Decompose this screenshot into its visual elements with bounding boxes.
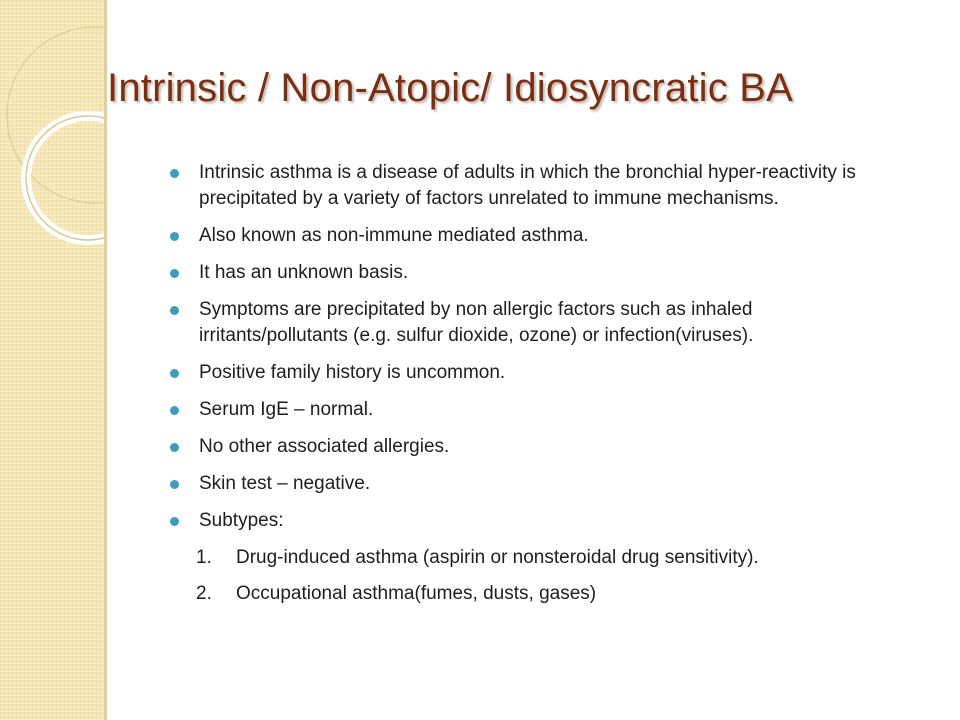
bullet-item bbox=[160, 223, 900, 249]
bullet-item bbox=[160, 297, 900, 349]
bullet-text: Serum IgE – normal. bbox=[199, 399, 374, 420]
slide-title: Intrinsic / Non-Atopic/ Idiosyncratic BA bbox=[107, 66, 794, 110]
subtype-item bbox=[160, 581, 900, 607]
subtype-item bbox=[160, 545, 900, 571]
bullet-text: No other associated allergies. bbox=[199, 436, 450, 457]
bullet-dot-icon bbox=[170, 306, 179, 315]
subtype-text: Occupational asthma(fumes, dusts, gases) bbox=[236, 583, 597, 604]
bullet-item bbox=[160, 397, 900, 423]
slide-content bbox=[160, 160, 900, 617]
decorative-side-band bbox=[0, 0, 106, 720]
bullet-text: Skin test – negative. bbox=[199, 473, 371, 494]
bullet-item bbox=[160, 471, 900, 497]
bullet-text: Symptoms are precipitated by non allergic factors such as inhaled irritants/pollutants (e.g. sulfur dioxide, ozone) or infection(viruses). bbox=[199, 299, 754, 346]
subtype-list bbox=[160, 545, 900, 607]
bullet-item bbox=[160, 260, 900, 286]
decorative-circles bbox=[0, 0, 106, 300]
subtype-text: Drug-induced asthma (aspirin or nonsteroidal drug sensitivity). bbox=[236, 547, 759, 568]
bullet-text: Positive family history is uncommon. bbox=[199, 362, 506, 383]
bullet-item bbox=[160, 160, 900, 212]
bullet-item bbox=[160, 434, 900, 460]
bullet-text: Intrinsic asthma is a disease of adults in which the bronchial hyper-reactivity is precipitated by a variety of factors unrelated to immune mechanisms. bbox=[199, 162, 856, 209]
bullet-item bbox=[160, 360, 900, 386]
bullet-dot-icon bbox=[170, 169, 179, 178]
bullet-item bbox=[160, 508, 900, 534]
bullet-dot-icon bbox=[170, 517, 179, 526]
bullet-dot-icon bbox=[170, 269, 179, 278]
bullet-text: Also known as non-immune mediated asthma. bbox=[199, 225, 589, 246]
bullet-text: It has an unknown basis. bbox=[199, 262, 409, 283]
bullet-dot-icon bbox=[170, 232, 179, 241]
bullet-dot-icon bbox=[170, 443, 179, 452]
bullet-text: Subtypes: bbox=[199, 510, 284, 531]
bullet-dot-icon bbox=[170, 369, 179, 378]
subtype-number: 2. bbox=[196, 583, 212, 604]
bullet-list bbox=[160, 160, 900, 534]
bullet-dot-icon bbox=[170, 480, 179, 489]
subtype-number: 1. bbox=[196, 547, 212, 568]
bullet-dot-icon bbox=[170, 406, 179, 415]
